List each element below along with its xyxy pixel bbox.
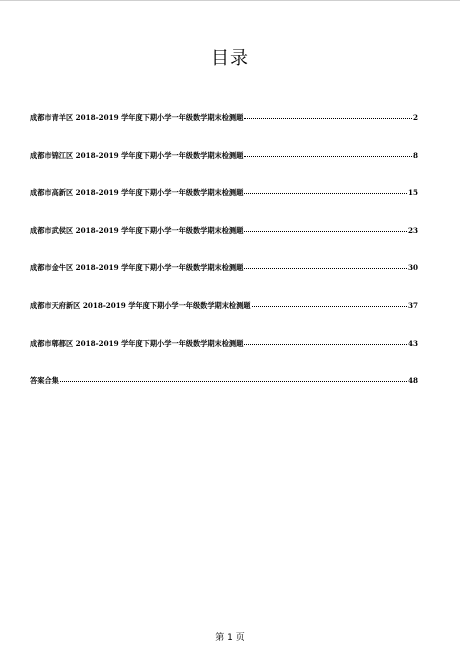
toc-dot-leader [244,150,412,158]
page-number-footer: 第 1 页 [215,633,245,643]
toc-entry-text: 成都市武侯区 2018-2019 学年度下期小学一年级数学期末检测题 [30,225,244,235]
toc-entry[interactable] [30,150,418,188]
toc-entry-page: 30 [407,263,418,273]
toc-dot-leader [244,338,407,346]
toc-entry-text: 成都市锦江区 2018-2019 学年度下期小学一年级数学期末检测题 [30,150,244,160]
toc-entry-page: 43 [407,338,418,348]
toc-entry[interactable] [30,338,418,376]
toc-entry[interactable] [30,300,418,338]
toc-entry[interactable] [30,225,418,263]
toc-entry-text: 成都市郫都区 2018-2019 学年度下期小学一年级数学期末检测题 [30,338,244,348]
toc-entry[interactable] [30,262,418,300]
toc-entry-page: 37 [407,300,418,310]
toc-entry-page: 48 [407,376,418,386]
toc-entry[interactable] [30,187,418,225]
toc-dot-leader [60,375,407,383]
toc-dot-leader [252,300,407,308]
toc-entry-text: 成都市天府新区 2018-2019 学年度下期小学一年级数学期末检测题 [30,300,251,310]
toc-title: 目录 [211,48,249,69]
toc-entry-text: 成都市金牛区 2018-2019 学年度下期小学一年级数学期末检测题 [30,263,244,273]
toc-entry[interactable] [30,375,418,413]
toc-entry-page: 23 [407,225,418,235]
toc-list [30,112,418,413]
toc-entry-text: 成都市高新区 2018-2019 学年度下期小学一年级数学期末检测题 [30,188,244,198]
page-top-rule [0,0,460,1]
toc-entry[interactable] [30,112,418,150]
toc-dot-leader [244,187,407,195]
toc-entry-text: 答案合集 [30,376,59,386]
toc-entry-page: 2 [412,113,418,122]
toc-entry-page: 8 [412,150,418,160]
toc-dot-leader [244,225,407,233]
toc-dot-leader [244,262,407,270]
toc-entry-text: 成都市青羊区 2018-2019 学年度下期小学一年级数学期末检测题 [30,113,244,122]
toc-entry-page: 15 [407,188,418,198]
toc-dot-leader [244,112,412,120]
